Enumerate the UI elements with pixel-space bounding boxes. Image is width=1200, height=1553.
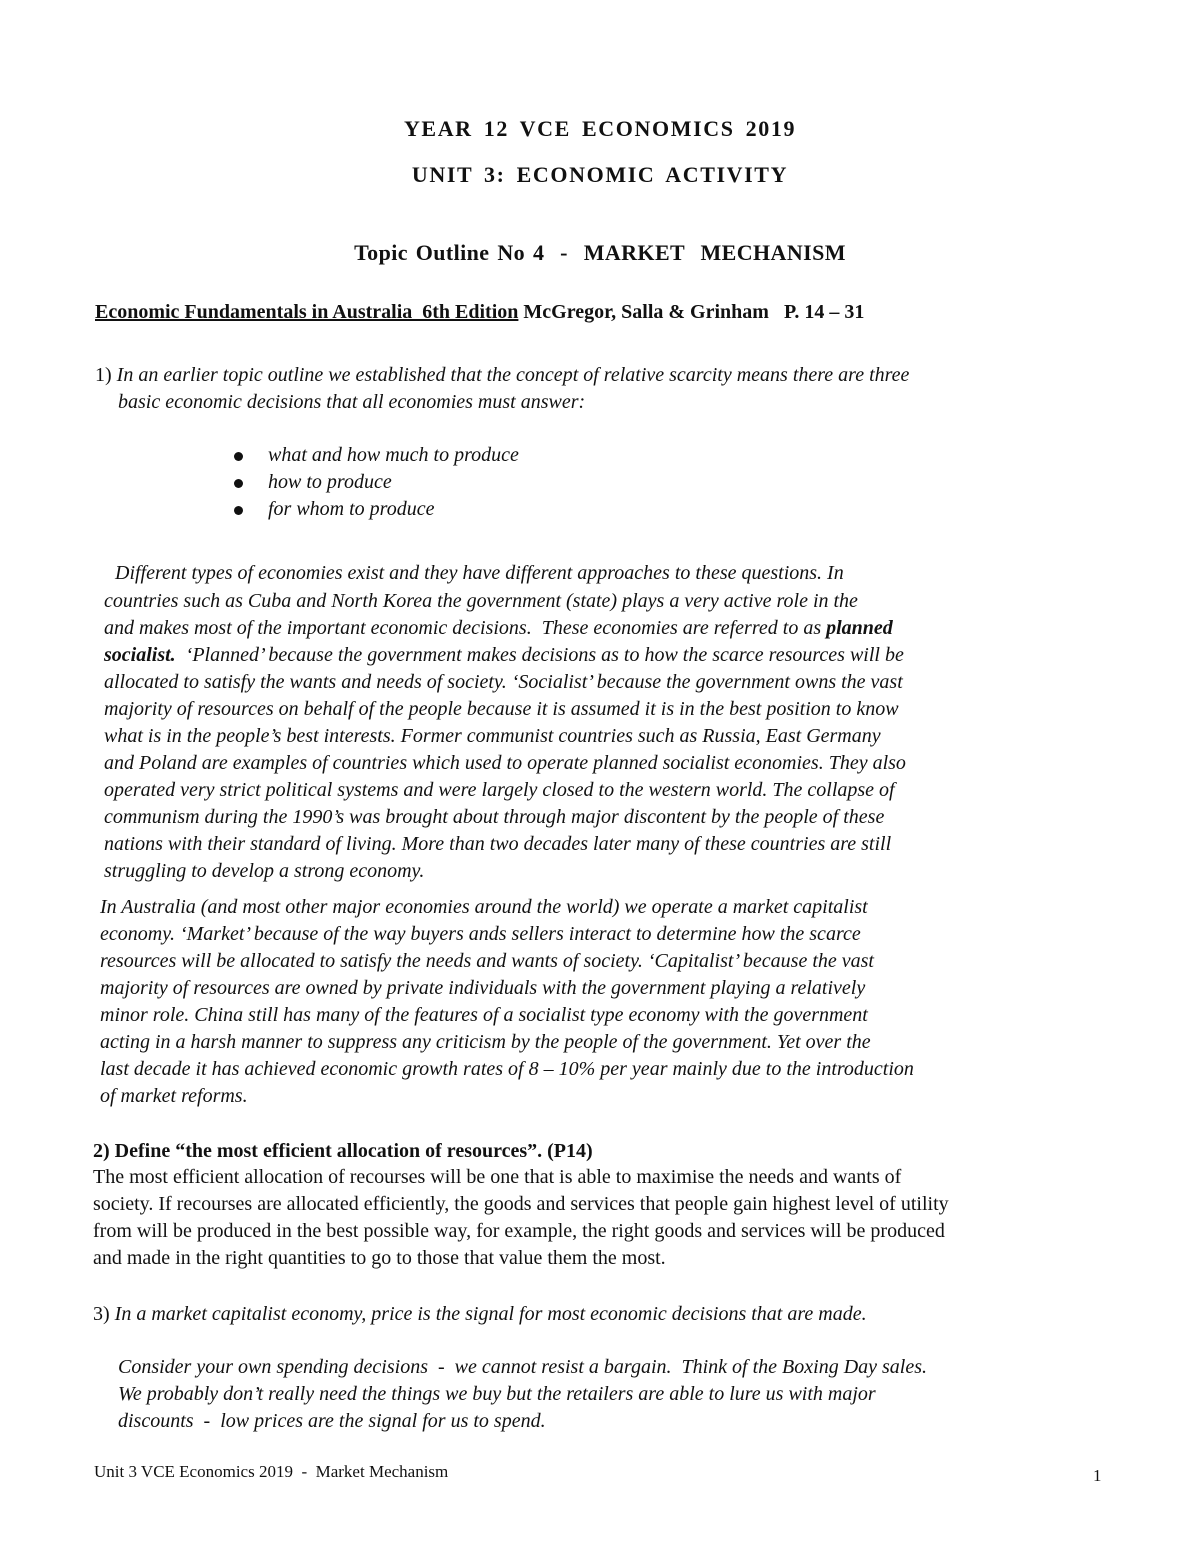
paragraph-line: countries such as Cuba and North Korea the government (state) plays a very active role in the bbox=[104, 590, 858, 612]
socialist-term: socialist. bbox=[104, 644, 176, 666]
question-1-line-2: basic economic decisions that all economies must answer: bbox=[118, 391, 586, 413]
paragraph-line bbox=[104, 644, 904, 667]
question-1 bbox=[95, 364, 909, 387]
paragraph-line: Different types of economies exist and they have different approaches to these questions. In bbox=[115, 562, 844, 584]
paragraph-line: and Poland are examples of countries which used to operate planned socialist economies. They also bbox=[104, 752, 906, 774]
paragraph-line: struggling to develop a strong economy. bbox=[104, 860, 425, 882]
answer-line: The most efficient allocation of recourses will be one that is able to maximise the needs and wants of bbox=[93, 1166, 902, 1188]
paragraph-line: In Australia (and most other major economies around the world) we operate a market capitalist bbox=[100, 896, 868, 918]
textbook-title: Economic Fundamentals in Australia 6th Edition bbox=[95, 301, 519, 323]
paragraph-line: last decade it has achieved economic growth rates of 8 – 10% per year mainly due to the introduction bbox=[100, 1058, 914, 1080]
paragraph-line: communism during the 1990’s was brought about through major discontent by the people of these bbox=[104, 806, 885, 828]
answer-line: from will be produced in the best possible way, for example, the right goods and services will be produced bbox=[93, 1220, 945, 1242]
bullet-icon bbox=[234, 479, 243, 488]
question-3-statement: In a market capitalist economy, price is the signal for most economic decisions that are made. bbox=[114, 1303, 867, 1325]
example-line: Consider your own spending decisions - we cannot resist a bargain. Think of the Boxing Day sales. bbox=[118, 1356, 928, 1378]
bullet-icon bbox=[234, 506, 243, 515]
example-line: discounts - low prices are the signal for us to spend. bbox=[118, 1410, 546, 1432]
question-1-number: 1) bbox=[95, 364, 112, 386]
paragraph-line: majority of resources are owned by private individuals with the government playing a relatively bbox=[100, 977, 866, 999]
question-3 bbox=[93, 1303, 867, 1326]
textbook-reference bbox=[95, 301, 864, 324]
paragraph-line: operated very strict political systems and were largely closed to the western world. The collapse of bbox=[104, 779, 895, 801]
answer-line: society. If recourses are allocated efficiently, the goods and services that people gain highest level of utility bbox=[93, 1193, 949, 1215]
paragraph-line: nations with their standard of living. More than two decades later many of these countries are still bbox=[104, 833, 892, 855]
paragraph-line: of market reforms. bbox=[100, 1085, 248, 1107]
bullet-item-1: what and how much to produce bbox=[268, 444, 519, 466]
question-1-line-1: In an earlier topic outline we established that the concept of relative scarcity means there are three bbox=[116, 364, 910, 386]
topic-title: Topic Outline No 4 - MARKET MECHANISM bbox=[354, 240, 846, 265]
paragraph-line: allocated to satisfy the wants and needs of society. ‘Socialist’ because the government owns the vast bbox=[104, 671, 903, 693]
footer-text: Unit 3 VCE Economics 2019 - Market Mechanism bbox=[94, 1462, 449, 1481]
paragraph-line: what is in the people’s best interests. Former communist countries such as Russia, East Germany bbox=[104, 725, 881, 747]
paragraph-line-text: and makes most of the important economic decisions. These economies are referred to as bbox=[104, 617, 827, 639]
textbook-authors-pages: McGregor, Salla & Grinham P. 14 – 31 bbox=[518, 301, 865, 323]
example-line: We probably don’t really need the things we buy but the retailers are able to lure us with major bbox=[118, 1383, 876, 1405]
paragraph-line: economy. ‘Market’ because of the way buyers ands sellers interact to determine how the scarce bbox=[100, 923, 861, 945]
planned-term: planned bbox=[826, 617, 893, 639]
document-title: YEAR 12 VCE ECONOMICS 2019 bbox=[403, 116, 797, 141]
answer-line: and made in the right quantities to go to those that value them the most. bbox=[93, 1247, 666, 1269]
page-number: 1 bbox=[1093, 1466, 1102, 1485]
paragraph-line: acting in a harsh manner to suppress any criticism by the people of the government. Yet over the bbox=[100, 1031, 871, 1053]
bullet-icon bbox=[234, 452, 243, 461]
paragraph-line: minor role. China still has many of the features of a socialist type economy with the government bbox=[100, 1004, 868, 1026]
question-2-heading: 2) Define “the most efficient allocation of resources”. (P14) bbox=[93, 1140, 593, 1162]
paragraph-line: majority of resources on behalf of the people because it is assumed it is in the best position to know bbox=[104, 698, 899, 720]
paragraph-line: resources will be allocated to satisfy the needs and wants of society. ‘Capitalist’ because the vast bbox=[100, 950, 874, 972]
paragraph-line-text: ‘Planned’ because the government makes decisions as to how the scarce resources will be bbox=[175, 644, 904, 666]
question-3-number: 3) bbox=[93, 1303, 110, 1325]
bullet-item-2: how to produce bbox=[268, 471, 392, 493]
bullet-item-3: for whom to produce bbox=[268, 498, 435, 520]
unit-title: UNIT 3: ECONOMIC ACTIVITY bbox=[411, 162, 789, 187]
paragraph-line bbox=[104, 617, 893, 640]
